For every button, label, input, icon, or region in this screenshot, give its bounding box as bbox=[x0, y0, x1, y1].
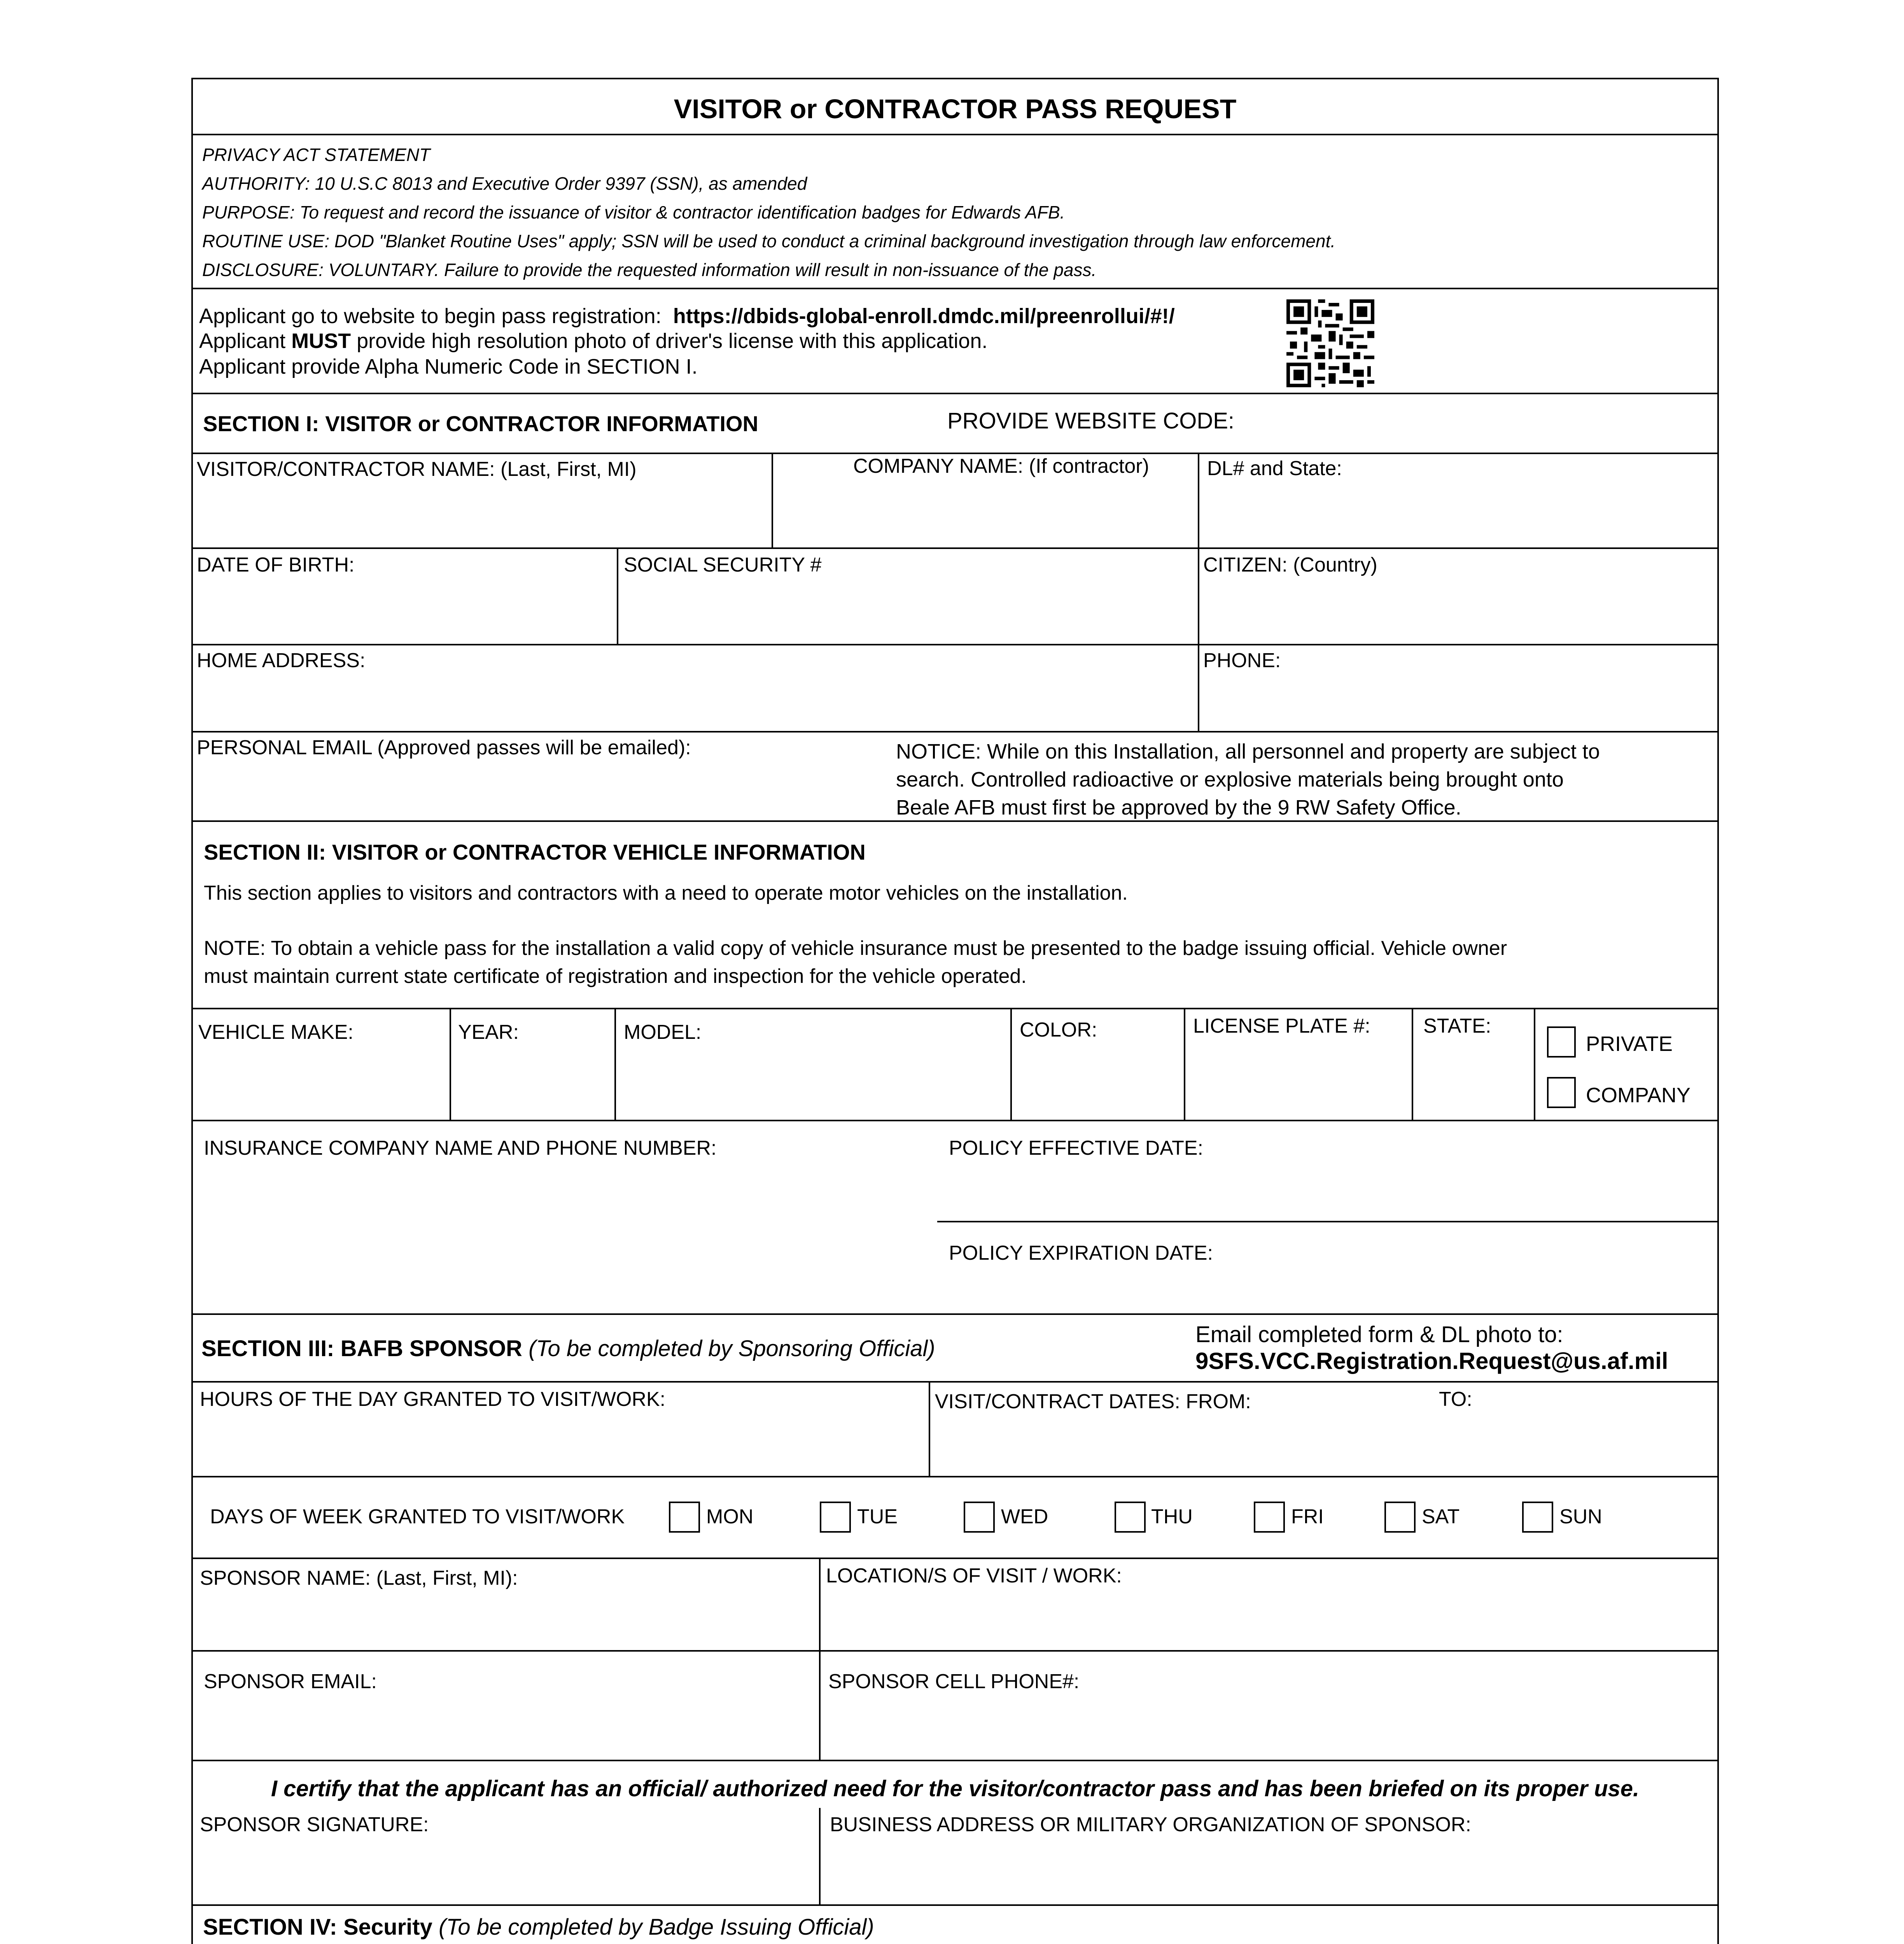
privacy-disclosure: DISCLOSURE: VOLUNTARY. Failure to provide the requested information will result in non-issuance of the pass. bbox=[202, 260, 1097, 280]
divider bbox=[1198, 547, 1199, 645]
divider bbox=[1010, 1008, 1012, 1121]
divider bbox=[1184, 1008, 1185, 1121]
instruction-text: Applicant go to website to begin pass registration: bbox=[199, 304, 662, 328]
divider bbox=[191, 1120, 1719, 1121]
visit-location-field[interactable]: LOCATION/S OF VISIT / WORK: bbox=[826, 1565, 1122, 1587]
private-label: PRIVATE bbox=[1586, 1032, 1673, 1056]
section-3-note: (To be completed by Sponsoring Official) bbox=[528, 1336, 935, 1361]
instruction-text: provide high resolution photo of driver's license with this application. bbox=[351, 329, 988, 353]
day-checkbox-sat[interactable] bbox=[1384, 1502, 1416, 1533]
divider bbox=[191, 644, 1719, 645]
divider bbox=[772, 453, 773, 548]
divider bbox=[191, 1650, 1719, 1652]
section-4-heading bbox=[203, 1914, 874, 1941]
day-checkbox-tue[interactable] bbox=[820, 1502, 851, 1533]
insurance-company-field[interactable]: INSURANCE COMPANY NAME AND PHONE NUMBER: bbox=[204, 1137, 717, 1159]
sponsor-signature-field[interactable]: SPONSOR SIGNATURE: bbox=[200, 1813, 429, 1836]
policy-expiration-date-field[interactable]: POLICY EXPIRATION DATE: bbox=[949, 1242, 1213, 1264]
day-label-mon: MON bbox=[706, 1505, 754, 1528]
privacy-routine-use: ROUTINE USE: DOD "Blanket Routine Uses" apply; SSN will be used to conduct a criminal background investigation through law enforcement. bbox=[202, 231, 1336, 251]
divider bbox=[191, 731, 1719, 732]
day-label-fri: FRI bbox=[1291, 1505, 1324, 1528]
divider bbox=[191, 1008, 1719, 1009]
day-label-wed: WED bbox=[1001, 1505, 1048, 1528]
section-1-heading: SECTION I: VISITOR or CONTRACTOR INFORMATION bbox=[203, 411, 758, 436]
vehicle-make-field[interactable]: VEHICLE MAKE: bbox=[198, 1021, 354, 1044]
section-3-heading bbox=[201, 1336, 935, 1362]
home-address-field[interactable]: HOME ADDRESS: bbox=[197, 649, 366, 672]
divider bbox=[819, 1558, 821, 1760]
private-checkbox[interactable] bbox=[1547, 1026, 1576, 1058]
submission-email-link[interactable]: 9SFS.VCC.Registration.Request@us.af.mil bbox=[1195, 1348, 1668, 1374]
visitor-name-field[interactable]: VISITOR/CONTRACTOR NAME: (Last, First, MI) bbox=[197, 458, 637, 481]
day-checkbox-fri[interactable] bbox=[1254, 1502, 1285, 1533]
divider bbox=[617, 547, 618, 645]
divider bbox=[937, 1221, 1719, 1222]
sponsor-cell-phone-field[interactable]: SPONSOR CELL PHONE#: bbox=[828, 1670, 1080, 1693]
company-label: COMPANY bbox=[1586, 1084, 1691, 1107]
divider bbox=[819, 1808, 821, 1905]
visit-dates-from-field[interactable]: VISIT/CONTRACT DATES: FROM: bbox=[935, 1390, 1251, 1413]
divider bbox=[191, 453, 1719, 454]
instruction-line-3: Applicant provide Alpha Numeric Code in SECTION I. bbox=[199, 355, 698, 378]
day-label-thu: THU bbox=[1151, 1505, 1193, 1528]
website-code-field[interactable]: PROVIDE WEBSITE CODE: bbox=[947, 408, 1234, 434]
divider bbox=[1198, 453, 1199, 548]
sponsor-certification: I certify that the applicant has an official/ authorized need for the visitor/contractor pass and has been briefed on its proper use. bbox=[271, 1776, 1640, 1801]
sponsor-email-field[interactable]: SPONSOR EMAIL: bbox=[204, 1670, 377, 1693]
dl-state-field[interactable]: DL# and State: bbox=[1207, 457, 1342, 480]
day-label-sun: SUN bbox=[1559, 1505, 1602, 1528]
hours-granted-field[interactable]: HOURS OF THE DAY GRANTED TO VISIT/WORK: bbox=[200, 1388, 666, 1411]
privacy-authority: AUTHORITY: 10 U.S.C 8013 and Executive Order 9397 (SSN), as amended bbox=[202, 173, 807, 194]
divider bbox=[191, 1381, 1719, 1383]
section-2-note-2: must maintain current state certificate of registration and inspection for the vehicle operated. bbox=[204, 965, 1027, 988]
personal-email-field[interactable]: PERSONAL EMAIL (Approved passes will be emailed): bbox=[197, 736, 691, 759]
section-3-title: SECTION III: BAFB SPONSOR bbox=[201, 1336, 522, 1361]
divider bbox=[1412, 1008, 1413, 1121]
section-4-note: (To be completed by Badge Issuing Official) bbox=[438, 1914, 874, 1940]
divider bbox=[1198, 644, 1199, 732]
day-checkbox-wed[interactable] bbox=[964, 1502, 995, 1533]
notice-line-2: search. Controlled radioactive or explosive materials being brought onto bbox=[896, 768, 1564, 791]
citizen-country-field[interactable]: CITIZEN: (Country) bbox=[1203, 554, 1377, 576]
company-name-field[interactable]: COMPANY NAME: (If contractor) bbox=[853, 455, 1149, 477]
day-checkbox-mon[interactable] bbox=[669, 1502, 700, 1533]
form-title: VISITOR or CONTRACTOR PASS REQUEST bbox=[674, 94, 1237, 124]
divider bbox=[929, 1381, 930, 1476]
divider bbox=[191, 1760, 1719, 1761]
divider bbox=[1534, 1008, 1535, 1121]
vehicle-color-field[interactable]: COLOR: bbox=[1020, 1019, 1097, 1041]
sponsor-business-address-field[interactable]: BUSINESS ADDRESS OR MILITARY ORGANIZATION OF SPONSOR: bbox=[830, 1813, 1471, 1836]
divider bbox=[191, 1476, 1719, 1477]
instruction-line-1 bbox=[199, 304, 1175, 328]
divider bbox=[191, 134, 1719, 135]
day-label-tue: TUE bbox=[857, 1505, 898, 1528]
must-emphasis: MUST bbox=[291, 329, 351, 353]
divider bbox=[191, 1904, 1719, 1906]
day-label-sat: SAT bbox=[1422, 1505, 1460, 1528]
license-plate-field[interactable]: LICENSE PLATE #: bbox=[1193, 1015, 1370, 1037]
day-checkbox-thu[interactable] bbox=[1115, 1502, 1146, 1533]
qr-code-icon bbox=[1286, 299, 1374, 387]
divider bbox=[614, 1008, 616, 1121]
divider bbox=[191, 1558, 1719, 1559]
visit-dates-to-field[interactable]: TO: bbox=[1439, 1388, 1472, 1411]
sponsor-name-field[interactable]: SPONSOR NAME: (Last, First, MI): bbox=[200, 1567, 518, 1589]
privacy-heading: PRIVACY ACT STATEMENT bbox=[202, 145, 430, 165]
divider bbox=[191, 393, 1719, 394]
divider bbox=[191, 547, 1719, 549]
ssn-field[interactable]: SOCIAL SECURITY # bbox=[624, 554, 822, 576]
instruction-text: Applicant bbox=[199, 329, 292, 353]
email-instruction: Email completed form & DL photo to: bbox=[1195, 1322, 1563, 1347]
divider bbox=[191, 1313, 1719, 1315]
vehicle-state-field[interactable]: STATE: bbox=[1423, 1015, 1491, 1037]
policy-effective-date-field[interactable]: POLICY EFFECTIVE DATE: bbox=[949, 1137, 1203, 1159]
divider bbox=[191, 820, 1719, 822]
instruction-line-2 bbox=[199, 329, 987, 353]
notice-line-3: Beale AFB must first be approved by the 9 RW Safety Office. bbox=[896, 796, 1461, 819]
notice-line-1: NOTICE: While on this Installation, all personnel and property are subject to bbox=[896, 740, 1600, 763]
section-2-heading: SECTION II: VISITOR or CONTRACTOR VEHICLE INFORMATION bbox=[204, 840, 866, 864]
section-4-title: SECTION IV: Security bbox=[203, 1914, 432, 1940]
section-2-applies: This section applies to visitors and contractors with a need to operate motor vehicles on the installation. bbox=[204, 882, 1128, 904]
days-granted-label: DAYS OF WEEK GRANTED TO VISIT/WORK bbox=[210, 1505, 625, 1528]
company-checkbox[interactable] bbox=[1547, 1077, 1576, 1108]
section-2-note-1: NOTE: To obtain a vehicle pass for the installation a valid copy of vehicle insurance must be presented to the badge issuing official. Vehicle owner bbox=[204, 937, 1507, 960]
vehicle-model-field[interactable]: MODEL: bbox=[624, 1021, 702, 1044]
registration-url[interactable]: https://dbids-global-enroll.dmdc.mil/preenrollui/#!/ bbox=[673, 304, 1175, 328]
divider bbox=[450, 1008, 451, 1121]
divider bbox=[191, 288, 1719, 289]
date-of-birth-field[interactable]: DATE OF BIRTH: bbox=[197, 554, 355, 576]
phone-field[interactable]: PHONE: bbox=[1203, 649, 1281, 672]
privacy-purpose: PURPOSE: To request and record the issuance of visitor & contractor identification badges for Edwards AFB. bbox=[202, 202, 1065, 222]
vehicle-year-field[interactable]: YEAR: bbox=[458, 1021, 519, 1044]
day-checkbox-sun[interactable] bbox=[1522, 1502, 1553, 1533]
